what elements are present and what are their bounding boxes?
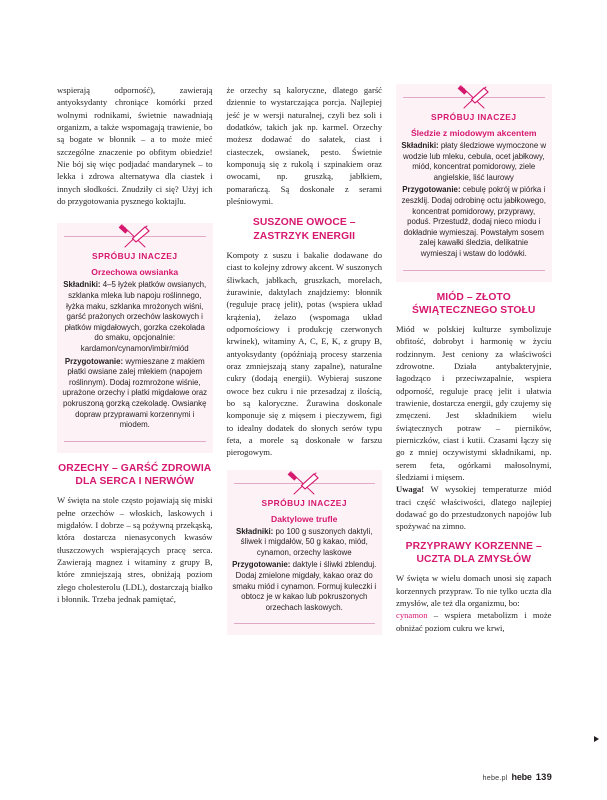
section-heading-wrap <box>396 282 552 323</box>
recipe-title: Daktylowe trufle <box>271 513 338 524</box>
triangle-right-icon <box>594 736 599 742</box>
section-paragraph-przyprawy: W święta w wielu domach unosi się zapach korzennych przypraw. To nie tylko uczta dla zmysłów, ale też dla organizmu, bo: <box>396 573 552 608</box>
preparation-text: daktyle i śliwki zblenduj. Dodaj zmielone migdały, kakao oraz do smaku miód i cynamon. Formuj kuleczki i obtocz je w kakao lub pokruszonych orzechach laskowych. <box>232 560 377 612</box>
spice-name: cynamon <box>396 610 428 621</box>
continued-paragraph: że orzechy są kaloryczne, dlatego garść dziennie to wystarczająca porcja. Najlepiej jeść je w wersji naturalnej, czyli bez soli i dodatków, takich jak np. karmel. Orzechy możesz dodawać do sałatek, ciast i ciasteczek, owsianek, pesto. Świetnie komponują się z rukolą i szpinakiem oraz owocami, np. gruszką, jabłkiem, pomarańczą. Są doskonałe z serami pleśniowymi. <box>226 85 382 207</box>
crossed-fork-knife-icon <box>451 84 497 111</box>
ingredients-text: 4–5 łyżek płatków owsianych, szklanka mleka lub napoju roślinnego, łyżka maku, szklanka mrożonych wiśni, garść prażonych orzechów laskowych i płatków migdałowych, gorzka czekolada do smaku, opcjonalnie: kardamon/cynamon/imbir/miód <box>64 280 207 353</box>
divider-rule <box>64 441 206 442</box>
recipe-preparation <box>401 183 547 259</box>
section-heading-miod: MIÓD – ZŁOTO ŚWIĄTECZNEGO STOŁU <box>412 291 536 316</box>
column-3 <box>396 84 552 744</box>
recipe-box-orzechowa-owsianka <box>57 223 213 452</box>
recipe-kicker: SPRÓBUJ INACZEJ <box>261 497 347 508</box>
three-column-layout <box>57 84 552 744</box>
ingredients-label: Składniki: <box>236 526 274 536</box>
section-heading-suszone-owoce: SUSZONE OWOCE – ZASTRZYK ENERGII <box>252 217 356 242</box>
recipe-preparation <box>62 355 208 431</box>
preparation-label: Przygotowanie: <box>232 560 291 570</box>
section-paragraph-suszone-owoce: Kompoty z suszu i bakalie dodawane do ciast to kolejny zdrowy akcent. W suszonych śliwkach, jabłkach, gruszkach, morelach, żurawinie, daktylach znajdziemy: błonnik (reguluje pracę jelit), potas (wspiera układ krążenia), żelazo (wspomaga układ odpornościowy i produkcję czerwonych krwinek), witaminy A, C, E, K, z grupy B, antyoksydanty (opóźniają procesy starzenia oraz zmniejszają stany zapalne), naturalne cukry (dodają energii). Wybieraj suszone owoce bez cukru i nie przesadzaj z ilością, bo są kaloryczne. Żurawina doskonale komponuje się z mięsem i pieczywem, figi to idealny dodatek do słonych serów typu feta, a morele są doskonałe w farszu pierogowym. <box>226 249 382 458</box>
spice-list-item <box>396 609 552 634</box>
recipe-title: Śledzie z miodowym akcentem <box>410 128 537 138</box>
recipe-box-header <box>401 84 547 111</box>
ingredients-text: płaty śledziowe wymoczone w wodzie lub mleku, cebula, ocet jabłkowy, miód, koncentrat pomidorowy, ziele angielskie, liść laurowy <box>402 141 547 182</box>
spice-description: – wspiera metabolizm i może obniżać poziom cukru we krwi, <box>396 610 552 633</box>
recipe-ingredients <box>401 139 547 183</box>
warning-paragraph <box>396 483 552 532</box>
footer-brand-logo: hebe <box>511 772 532 782</box>
recipe-box-daktylowe-trufle <box>227 470 383 636</box>
recipe-kicker: SPRÓBUJ INACZEJ <box>92 251 178 262</box>
preparation-text: wymieszane z makiem płatki owsiane zalej mlekiem (napojem roślinnym). Dodaj rozmrożone wiśnie, uprażone orzechy i płatki migdałowe oraz pokruszoną gorzką czekoladę. Owsiankę dopraw przyprawami korzennymi i miodem. <box>62 356 208 430</box>
recipe-box-sledzie <box>396 84 552 282</box>
divider-rule <box>403 270 545 271</box>
spacer <box>57 207 213 223</box>
preparation-text: cebulę pokrój w piórka i zeszklij. Dodaj odrobinę octu jabłkowego, koncentrat pomidorowy, przyprawy, poduś. Przestudź, dodaj nieco miodu i dokładnie wymieszaj. Powstałym sosem zalej kawałki śledzia, delikatnie wymieszaj i wstaw do lodówki. <box>401 185 546 258</box>
recipe-kicker: SPRÓBUJ INACZEJ <box>431 112 517 122</box>
ingredients-label: Składniki: <box>63 280 101 290</box>
ingredients-text: po 100 g suszonych daktyli, śliwek i migdałów, 50 g kakao, miód, cynamon, orzechy laskowe <box>240 526 373 557</box>
section-heading-wrap <box>227 207 383 248</box>
preparation-label: Przygotowanie: <box>64 356 124 366</box>
column-2 <box>227 84 383 744</box>
column-1 <box>57 84 213 744</box>
recipe-ingredients <box>232 525 378 559</box>
recipe-box-header <box>232 470 378 497</box>
spacer <box>227 459 383 470</box>
section-heading-orzechy: ORZECHY – GARŚĆ ZDROWIA DLA SERCA I NERWÓW <box>58 462 212 487</box>
warning-text: W wysokiej temperaturze miód traci część właściwości, dlatego najlepiej dodawać go do przestudzonych napojów lub spożywać na zimno. <box>396 484 552 532</box>
recipe-title: Orzechowa owsianka <box>91 267 179 278</box>
crossed-fork-knife-icon <box>112 223 158 250</box>
section-heading-wrap <box>57 453 213 494</box>
recipe-ingredients <box>62 278 208 354</box>
recipe-preparation <box>232 558 378 613</box>
section-paragraph-miod: Miód w polskiej kulturze symbolizuje obfitość, dobrobyt i harmonię w życiu rodzinnym. Jest ceniony za właściwości zdrowotne. Działa antybakteryjnie, łagodząco i przeciwzapalnie, wspiera odporność, reguluje pracę jelit i ułatwia trawienie, dostarcza energii, gdy czujemy się zmęczeni. Jest składnikiem wielu świątecznych potraw – pierników, pierniczków, ciast i kutii. Czasami łączy się go z mniej oczywistymi składnikami, np. serem feta, ogórkami małosolnymi, śledziami i mięsem. <box>396 323 552 483</box>
divider-rule <box>234 623 376 624</box>
page-footer <box>483 771 552 782</box>
page-number: 139 <box>535 771 552 782</box>
section-paragraph-orzechy: W święta na stole często pojawiają się miski pełne orzechów – włoskich, laskowych i migdałów. I dobrze – są pożywną przekąską, która dostarcza nienasyconych kwasów tłuszczowych wspierających pracę serca. Zawierają magnez i witaminy z grupy B, które zmniejszają stres, obniżają poziom złego cholesterolu (LDL), dostarczają białko i błonnik. Trzeba jednak pamiętać, <box>57 495 213 604</box>
crossed-fork-knife-icon <box>281 470 327 497</box>
warning-label: Uwaga! <box>396 484 425 495</box>
preparation-label: Przygotowanie: <box>402 185 461 195</box>
intro-paragraph: wspierają odporność), zawierają antyoksydanty chroniące komórki przed wolnymi rodnikami, świetnie nawadniają organizm, a także wspomagają trawienie, bo są bogate w błonnik – a to może mieć szczególne znaczenie po obfitym obiedzie! Nie bój się więc podjadać mandarynek – to lekka i zdrowa alternatywa dla ciastek i innych słodkości. Znudziły ci się? Użyj ich do przygotowania pysznego koktajlu. <box>57 85 213 207</box>
footer-site: hebe.pl <box>482 773 508 782</box>
section-heading-przyprawy: PRZYPRAWY KORZENNE – UCZTA DLA ZMYSŁÓW <box>405 540 542 565</box>
section-heading-wrap <box>396 533 552 572</box>
recipe-box-header <box>62 223 208 250</box>
ingredients-label: Składniki: <box>401 141 439 150</box>
